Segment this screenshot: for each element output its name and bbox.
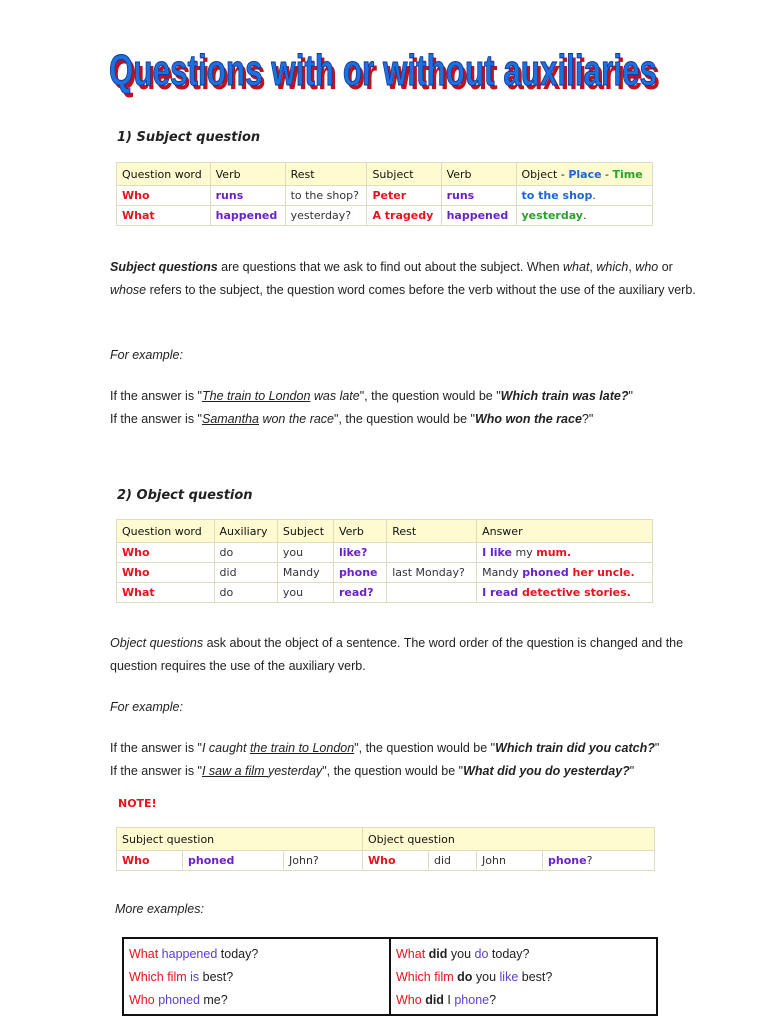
header-cell: Rest	[285, 163, 367, 186]
text: ", the question would be "	[322, 764, 464, 778]
answer-cell	[477, 543, 653, 563]
object-questions-paragraph	[110, 632, 700, 678]
object-place: to the shop	[521, 189, 593, 202]
text: what	[563, 260, 590, 274]
example-line	[396, 943, 651, 966]
text: For example:	[110, 348, 183, 362]
text: ", the question would be "	[334, 412, 475, 426]
header-cell: Answer	[477, 520, 653, 543]
text: What	[396, 947, 429, 961]
term-object-questions: Object questions	[110, 636, 204, 650]
question-word-cell: Who	[117, 851, 183, 871]
text: mum.	[536, 546, 572, 559]
text: If the answer is "	[110, 764, 202, 778]
text: best?	[202, 970, 234, 984]
header-cell: Subject	[367, 163, 441, 186]
text: was late	[310, 389, 360, 403]
text: Which film	[129, 970, 187, 984]
page-title-shadow: Questions with or without auxiliaries	[112, 50, 660, 99]
text: is	[186, 970, 203, 984]
table-header-row	[117, 163, 653, 186]
text: whose	[110, 283, 147, 297]
text: ,	[628, 260, 636, 274]
text: phoned	[158, 993, 200, 1007]
question-word-cell: Who	[117, 186, 211, 206]
separator: -	[601, 167, 613, 181]
text: refers to the subject, the question word comes before the verb without the use of the auxiliary verb.	[146, 283, 696, 297]
header-cell: Verb	[441, 163, 516, 186]
table-row	[117, 851, 655, 871]
text: or	[658, 260, 673, 274]
text: If the answer is "	[110, 389, 202, 403]
text: More examples:	[115, 902, 204, 916]
subject-cell: Mandy	[277, 563, 333, 583]
rest-cell	[387, 583, 477, 603]
for-example-label	[110, 344, 700, 367]
subject-cell: you	[277, 583, 333, 603]
auxiliary-cell: do	[214, 583, 277, 603]
text: Who won the race	[474, 412, 582, 426]
text: best?	[518, 970, 553, 984]
text: What did you do yesterday?	[463, 764, 630, 778]
object-end: .	[582, 209, 587, 222]
text: detective stories	[522, 586, 627, 599]
page-title-text: Questions with or without auxiliaries	[109, 46, 657, 95]
example-line	[110, 760, 700, 783]
subject-cell: John	[477, 851, 543, 871]
rest-cell: yesterday?	[285, 206, 367, 226]
page-title	[108, 40, 668, 100]
text: her uncle.	[568, 566, 635, 579]
text: ", the question would be "	[354, 741, 496, 755]
section-heading-object-question: 2) Object question	[117, 488, 253, 503]
text: Which train was late?	[500, 389, 629, 403]
separator: -	[557, 167, 569, 181]
text: ?"	[581, 412, 594, 426]
text: I read	[482, 586, 523, 599]
object-end: .	[592, 189, 596, 202]
rest-cell: last Monday?	[387, 563, 477, 583]
text: ", the question would be "	[359, 389, 501, 403]
text: you	[447, 947, 475, 961]
subject-questions-paragraph	[110, 256, 700, 302]
more-examples-table	[122, 937, 658, 1016]
header-cell-object-place-time	[516, 163, 652, 186]
example-line	[396, 989, 651, 1012]
text: If the answer is "	[110, 741, 202, 755]
text: ask about the object of a sentence. The word order of the question is changed and the question requires the use of the auxiliary verb.	[110, 636, 684, 673]
for-example-label	[110, 696, 700, 719]
text: .	[626, 586, 631, 599]
object-question-table	[116, 519, 653, 603]
header-cell: Verb	[333, 520, 386, 543]
verb-cell: phone	[333, 563, 386, 583]
header-object: Object	[521, 167, 558, 181]
subject-question-table	[116, 162, 653, 226]
auxiliary-cell: did	[429, 851, 477, 871]
answer-cell	[477, 563, 653, 583]
text: phone	[548, 854, 587, 867]
note-table	[116, 827, 655, 871]
header-cell: Verb	[210, 163, 285, 186]
verb-cell: read?	[333, 583, 386, 603]
verb-cell	[543, 851, 655, 871]
term-subject-questions: Subject questions	[110, 260, 218, 274]
table-row	[117, 563, 653, 583]
text: "	[654, 741, 660, 755]
text: "	[628, 389, 633, 403]
verb-cell: runs	[441, 186, 516, 206]
text: ?	[489, 993, 497, 1007]
header-time: Time	[612, 167, 643, 181]
text: happened	[161, 947, 218, 961]
text: Which train did you catch?	[495, 741, 655, 755]
header-cell: Subject	[277, 520, 333, 543]
text: like	[499, 970, 519, 984]
text: Mandy	[482, 566, 523, 579]
text: ?	[586, 854, 593, 867]
header-place: Place	[568, 167, 602, 181]
question-word-cell: What	[117, 206, 211, 226]
question-word-cell: Who	[117, 543, 215, 563]
header-cell: Question word	[117, 520, 215, 543]
text: the train to London	[249, 741, 355, 755]
text: Who	[129, 993, 159, 1007]
table-row	[117, 206, 653, 226]
text: If the answer is "	[110, 412, 202, 426]
subject-examples-cell	[123, 938, 390, 1015]
example-line	[110, 408, 700, 431]
subject-cell: you	[277, 543, 333, 563]
text: What	[129, 947, 159, 961]
text: I like	[482, 546, 513, 559]
object-time: yesterday	[521, 209, 583, 222]
text: I saw a film	[201, 764, 268, 778]
text: do	[474, 947, 489, 961]
table-row	[117, 583, 653, 603]
verb-cell: like?	[333, 543, 386, 563]
table-row	[117, 186, 653, 206]
text: For example:	[110, 700, 183, 714]
text: did	[425, 993, 444, 1007]
text: me?	[199, 993, 228, 1007]
example-line	[129, 989, 384, 1012]
header-cell: Rest	[387, 520, 477, 543]
verb-cell: happened	[210, 206, 285, 226]
text: did	[428, 947, 448, 961]
auxiliary-cell: did	[214, 563, 277, 583]
text: Samantha	[201, 412, 259, 426]
text: yesterday	[267, 764, 323, 778]
text: I	[443, 993, 455, 1007]
text: phoned	[522, 566, 569, 579]
answer-cell	[477, 583, 653, 603]
table-row	[123, 938, 657, 1015]
verb-cell: phoned	[183, 851, 284, 871]
question-word-cell: Who	[363, 851, 429, 871]
text: phone	[454, 993, 490, 1007]
header-object-question: Object question	[363, 828, 655, 851]
table-header-row	[117, 520, 653, 543]
example-line	[129, 966, 384, 989]
text: are questions that we ask to find out about the subject. When	[217, 260, 564, 274]
text: The train to London	[201, 389, 311, 403]
verb-cell: runs	[210, 186, 285, 206]
object-examples-cell	[390, 938, 657, 1015]
table-row	[117, 543, 653, 563]
rest-cell: to the shop?	[285, 186, 367, 206]
subject-cell: Peter	[367, 186, 441, 206]
auxiliary-cell: do	[214, 543, 277, 563]
question-word-cell: Who	[117, 563, 215, 583]
example-line	[396, 966, 651, 989]
text: ,	[589, 260, 597, 274]
table-header-row	[117, 828, 655, 851]
text: Who	[396, 993, 426, 1007]
header-cell: Auxiliary	[214, 520, 277, 543]
verb-cell: happened	[441, 206, 516, 226]
note-label: NOTE!	[118, 797, 157, 810]
question-word-cell: What	[117, 583, 215, 603]
text: "	[629, 764, 635, 778]
text: today?	[488, 947, 530, 961]
object-cell: John?	[284, 851, 363, 871]
example-line	[110, 737, 700, 760]
example-line	[110, 385, 700, 408]
text: I caught	[201, 741, 250, 755]
text: won the race	[258, 412, 335, 426]
object-cell	[516, 206, 652, 226]
text: which	[596, 260, 629, 274]
section-heading-subject-question: 1) Subject question	[117, 130, 261, 145]
example-line	[129, 943, 384, 966]
text: my	[512, 546, 537, 559]
header-cell: Question word	[117, 163, 211, 186]
text: do	[457, 970, 473, 984]
rest-cell	[387, 543, 477, 563]
text: you	[472, 970, 500, 984]
text: who	[635, 260, 659, 274]
text: Which film	[396, 970, 458, 984]
more-examples-label	[115, 898, 705, 921]
object-cell	[516, 186, 652, 206]
subject-cell: A tragedy	[367, 206, 441, 226]
text: today?	[217, 947, 259, 961]
header-subject-question: Subject question	[117, 828, 363, 851]
